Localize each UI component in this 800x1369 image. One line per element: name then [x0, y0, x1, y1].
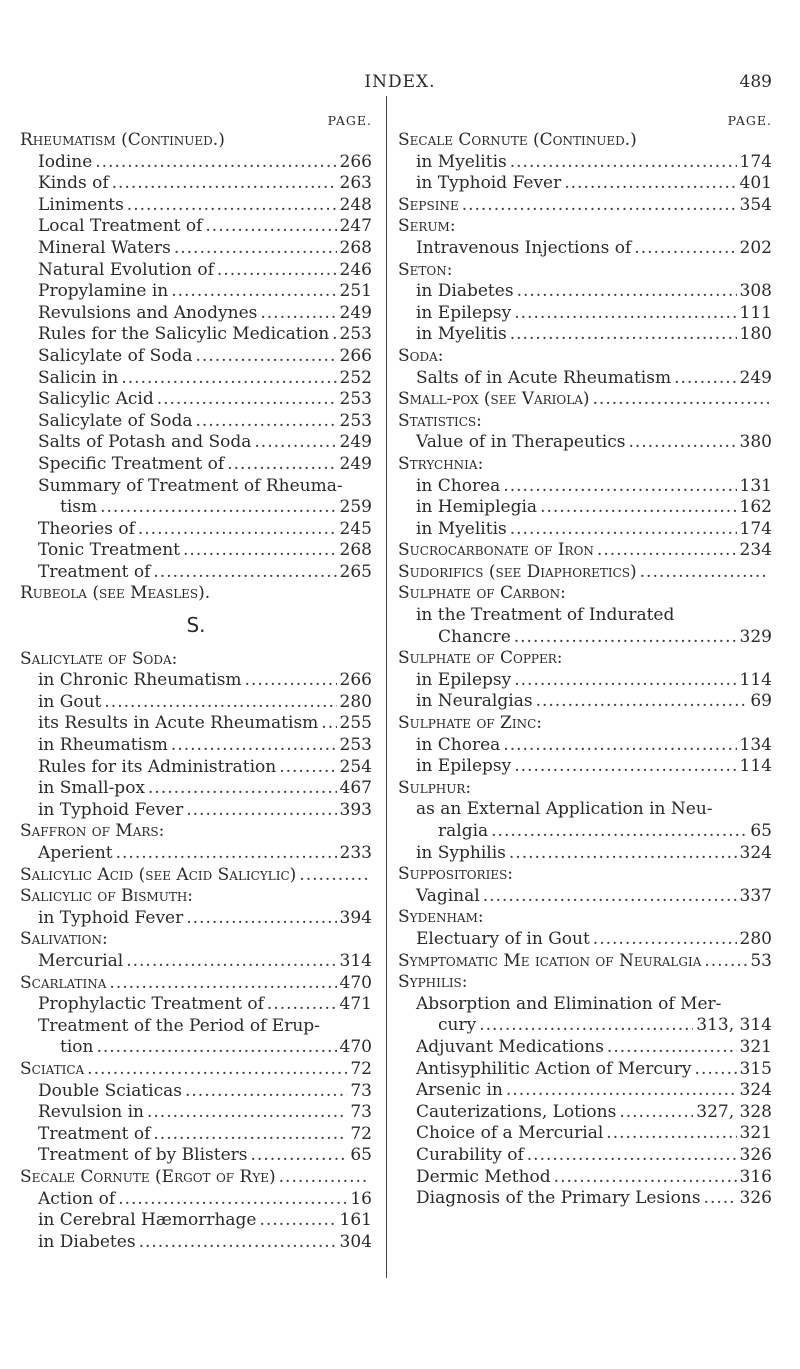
entry-page: 252 — [339, 367, 372, 388]
index-entry — [20, 1210, 372, 1232]
index-entry — [20, 389, 372, 411]
entry-label: Choice of a Mercurial — [416, 1123, 604, 1144]
entry-page: 259 — [339, 497, 372, 518]
index-entry — [398, 540, 772, 562]
section-letter: S. — [186, 613, 206, 638]
entry-label: in Hemiplegia — [416, 497, 538, 518]
entry-page: 69 — [750, 691, 772, 712]
entry-label: Adjuvant Medications — [416, 1036, 604, 1057]
index-entry — [20, 800, 372, 822]
entry-page: 161 — [339, 1210, 372, 1231]
entry-label: in Diabetes — [38, 1231, 136, 1252]
running-title: INDEX. — [364, 72, 436, 92]
index-heading: Rubeola (see Measles). — [20, 583, 211, 604]
index-entry — [20, 1059, 372, 1081]
index-entry-continued: Treatment of the Period of Erup- — [38, 1015, 320, 1036]
entry-label: Vaginal — [416, 885, 480, 906]
index-entry — [20, 497, 372, 519]
entry-label: Double Sciaticas — [38, 1080, 182, 1101]
entry-label: in Diabetes — [416, 281, 514, 302]
entry-page: 263 — [339, 173, 372, 194]
index-entry — [398, 238, 772, 260]
entry-label: in Chorea — [416, 475, 501, 496]
right-column — [398, 112, 772, 1210]
entry-page: 308 — [739, 281, 772, 302]
entry-page: 233 — [339, 843, 372, 863]
index-entry — [20, 1189, 372, 1211]
entry-label: Sucrocarbonate of Iron — [398, 540, 594, 561]
entry-page: 471 — [339, 994, 372, 1015]
entry-label: Aperient — [38, 843, 113, 863]
entry-label: Arsenic in — [416, 1080, 503, 1101]
entry-page: 266 — [339, 151, 372, 172]
entry-page: 72 — [350, 1123, 372, 1144]
index-heading: Salicylic of Bismuth: — [20, 886, 194, 907]
entry-page: 134 — [739, 734, 772, 755]
index-entry — [20, 692, 372, 714]
page-number: 489 — [739, 72, 772, 92]
entry-page: 268 — [339, 237, 372, 258]
index-entry — [398, 1080, 772, 1102]
index-entry — [398, 1123, 772, 1145]
entry-label: Treatment of by Blisters — [38, 1145, 248, 1166]
entry-label: Cauterizations, Lotions — [416, 1101, 617, 1122]
entry-label: in Gout — [38, 691, 102, 712]
index-entry — [20, 260, 372, 282]
entry-page: 324 — [739, 842, 772, 863]
entry-label: in Epilepsy — [416, 756, 512, 777]
entry-label: Salts of in Acute Rheumatism — [416, 367, 672, 388]
index-entry — [20, 1102, 372, 1124]
index-entry — [20, 994, 372, 1016]
entry-label: Antisyphilitic Action of Mercury — [416, 1058, 692, 1079]
index-heading: Syphilis: — [398, 972, 468, 993]
entry-page: 255 — [339, 713, 372, 734]
entry-page: 114 — [739, 756, 772, 777]
entry-page: 313, 314 — [696, 1015, 772, 1036]
entry-label: Tonic Treatment — [38, 540, 181, 561]
entry-label: Treatment of — [38, 1123, 151, 1144]
index-entry-continued: Absorption and Elimination of Mer- — [416, 993, 722, 1014]
index-entry — [20, 562, 372, 584]
entry-label: Sudorifics (see Diaphoretics) — [398, 561, 637, 582]
entry-page: 316 — [739, 1166, 772, 1187]
entry-page: 245 — [339, 518, 372, 539]
entry-page: 266 — [339, 670, 372, 691]
index-entry — [398, 951, 772, 973]
entry-label: in Rheumatism — [38, 735, 168, 756]
index-heading: Sydenham: — [398, 907, 484, 928]
entry-label: cury — [438, 1015, 477, 1036]
page-header — [0, 72, 800, 98]
entry-label: tion — [60, 1037, 94, 1058]
entry-label: tism — [60, 497, 98, 518]
index-entry — [20, 778, 372, 800]
entry-page: 73 — [350, 1080, 372, 1101]
index-entry — [20, 281, 372, 303]
entry-label: Dermic Method — [416, 1166, 551, 1187]
index-heading: Soda: — [398, 345, 444, 366]
index-entry — [398, 368, 772, 390]
entry-page: 315 — [739, 1058, 772, 1079]
index-entry — [398, 735, 772, 757]
index-entry — [20, 346, 372, 368]
entry-label: Rules for its Administration — [38, 756, 277, 777]
entry-page: 162 — [739, 497, 772, 518]
index-entry — [20, 1081, 372, 1103]
entry-page: 337 — [739, 885, 772, 906]
entry-page: 174 — [739, 151, 772, 172]
index-heading: Serum: — [398, 216, 456, 237]
index-entry-continued: as an External Application in Neu- — [416, 799, 713, 820]
entry-label: Mercurial — [38, 950, 124, 971]
index-entry — [20, 216, 372, 238]
entry-label: Sciatica — [20, 1058, 85, 1079]
index-entry — [398, 303, 772, 325]
index-entry — [20, 973, 372, 995]
index-entry — [398, 1037, 772, 1059]
entry-label: in Cerebral Hæmorrhage — [38, 1210, 257, 1231]
entry-page: 249 — [739, 367, 772, 388]
entry-label: Natural Evolution of — [38, 259, 214, 280]
index-heading: Rheumatism (Continued.) — [20, 130, 225, 150]
entry-label: Electuary of in Gout — [416, 928, 590, 949]
entry-page: 202 — [739, 237, 772, 258]
entry-page: 327, 328 — [696, 1101, 772, 1122]
entry-page: 72 — [350, 1058, 372, 1079]
entry-label: in Typhoid Fever — [38, 799, 184, 820]
entry-label: its Results in Acute Rheumatism — [38, 713, 319, 734]
index-heading: Salivation: — [20, 929, 108, 950]
index-heading: Strychnia: — [398, 453, 484, 474]
index-entry — [398, 432, 772, 454]
index-entry — [20, 173, 372, 195]
index-entry-continued: in the Treatment of Indurated — [416, 605, 675, 626]
entry-page: 246 — [339, 259, 372, 280]
entry-page: 324 — [739, 1080, 772, 1101]
index-heading: Seton: — [398, 259, 453, 280]
entry-page: 329 — [739, 626, 772, 647]
entry-page: 470 — [339, 1037, 372, 1058]
index-entry — [20, 540, 372, 562]
index-heading: Sulphate of Copper: — [398, 648, 563, 669]
entry-page: 321 — [739, 1036, 772, 1057]
entry-page: 253 — [339, 410, 372, 431]
entry-page: 180 — [739, 324, 772, 345]
entry-page: 314 — [339, 950, 372, 971]
index-entry — [20, 324, 372, 346]
entry-page: 253 — [339, 389, 372, 410]
index-entry — [20, 713, 372, 735]
index-entry — [398, 389, 772, 411]
entry-page: 467 — [339, 778, 372, 799]
index-entry — [398, 1188, 772, 1210]
entry-label: in Neuralgias — [416, 691, 533, 712]
entry-page: 401 — [739, 173, 772, 194]
index-heading: Saffron of Mars: — [20, 821, 165, 842]
index-entry — [20, 951, 372, 973]
page-column-label: PAGE. — [327, 113, 372, 128]
entry-label: Scarlatina — [20, 972, 107, 993]
entry-page: 254 — [339, 756, 372, 777]
entry-label: Secale Cornute (Ergot of Rye) — [20, 1166, 276, 1187]
index-entry — [20, 1124, 372, 1146]
entry-label: Curability of — [416, 1144, 524, 1165]
index-entry — [20, 303, 372, 325]
entry-label: in Small-pox — [38, 778, 146, 799]
entry-page: 234 — [739, 540, 772, 561]
entry-label: Salicylic Acid (see Acid Salicylic) — [20, 864, 297, 885]
entry-page: 16 — [350, 1188, 372, 1209]
entry-page: 251 — [339, 281, 372, 302]
entry-page: 470 — [339, 972, 372, 993]
index-entry — [398, 886, 772, 908]
index-heading: Statistics: — [398, 410, 482, 431]
entry-label: Salicin in — [38, 367, 119, 388]
index-heading: Salicylate of Soda: — [20, 648, 178, 669]
index-entry — [20, 670, 372, 692]
entry-page: 393 — [339, 799, 372, 820]
entry-label: Revulsions and Anodynes — [38, 302, 258, 323]
index-entry — [20, 238, 372, 260]
index-heading: Sulphate of Zinc: — [398, 713, 542, 734]
index-entry — [20, 411, 372, 433]
entry-page: 280 — [739, 928, 772, 949]
entry-label: Treatment of — [38, 561, 151, 582]
index-entry — [398, 497, 772, 519]
index-heading: Suppositories: — [398, 864, 514, 885]
entry-page: 354 — [739, 194, 772, 215]
entry-label: Prophylactic Treatment of — [38, 994, 264, 1015]
entry-label: Theories of — [38, 518, 135, 539]
entry-label: in Epilepsy — [416, 669, 512, 690]
entry-page: 73 — [350, 1102, 372, 1123]
index-entry — [20, 519, 372, 541]
index-entry — [398, 1145, 772, 1167]
entry-label: Sepsine — [398, 194, 459, 215]
index-heading: Sulphur: — [398, 777, 472, 798]
entry-label: in Syphilis — [416, 842, 506, 863]
index-entry — [20, 735, 372, 757]
index-heading: Sulphate of Carbon: — [398, 583, 566, 604]
entry-label: Iodine — [38, 151, 93, 172]
entry-page: 249 — [339, 432, 372, 453]
index-entry — [20, 368, 372, 390]
entry-page: 321 — [739, 1123, 772, 1144]
entry-page: 380 — [739, 432, 772, 453]
entry-page: 326 — [739, 1144, 772, 1165]
index-entry — [398, 1015, 772, 1037]
index-entry — [20, 908, 372, 930]
entry-page: 65 — [350, 1145, 372, 1166]
entry-label: in Chronic Rheumatism — [38, 670, 242, 691]
entry-label: in Chorea — [416, 734, 501, 755]
index-entry — [20, 843, 372, 865]
entry-label: Liniments — [38, 194, 124, 215]
column-divider — [386, 96, 387, 1278]
entry-page: 280 — [339, 691, 372, 712]
index-entry — [398, 324, 772, 346]
index-heading: Secale Cornute (Continued.) — [398, 130, 637, 150]
entry-label: in Epilepsy — [416, 302, 512, 323]
index-entry — [20, 195, 372, 217]
entry-page: 394 — [339, 907, 372, 928]
entry-label: in Typhoid Fever — [416, 173, 562, 194]
index-entry — [398, 152, 772, 174]
entry-label: Rules for the Salicylic Medication — [38, 324, 330, 345]
entry-page: 174 — [739, 518, 772, 539]
entry-label: Salts of Potash and Soda — [38, 432, 252, 453]
entry-label: Kinds of — [38, 173, 109, 194]
entry-page: 304 — [339, 1231, 372, 1252]
entry-label: Salicylate of Soda — [38, 410, 193, 431]
index-entry — [20, 1145, 372, 1167]
entry-label: in Typhoid Fever — [38, 907, 184, 928]
entry-page: 247 — [339, 216, 372, 237]
index-entry — [398, 173, 772, 195]
index-entry — [20, 1232, 372, 1254]
entry-page: 131 — [739, 475, 772, 496]
index-entry — [20, 432, 372, 454]
entry-label: Salicylate of Soda — [38, 345, 193, 366]
entry-label: Specific Treatment of — [38, 453, 225, 474]
entry-label: Small-pox (see Variola) — [398, 389, 590, 410]
index-entry — [398, 1102, 772, 1124]
index-entry — [398, 519, 772, 541]
index-entry — [398, 1167, 772, 1189]
entry-label: Intravenous Injections of — [416, 237, 632, 258]
entry-page: 249 — [339, 453, 372, 474]
index-entry — [398, 756, 772, 778]
entry-label: in Myelitis — [416, 518, 507, 539]
index-entry — [398, 562, 772, 584]
entry-label: Local Treatment of — [38, 216, 203, 237]
index-entry — [20, 1037, 372, 1059]
entry-label: in Myelitis — [416, 151, 507, 172]
entry-page: 111 — [739, 302, 772, 323]
entry-label: Mineral Waters — [38, 237, 171, 258]
index-entry — [20, 152, 372, 174]
left-column — [20, 112, 372, 1253]
index-entry — [398, 843, 772, 865]
index-entry — [398, 1059, 772, 1081]
entry-page: 65 — [750, 821, 772, 841]
entry-label: ralgia — [438, 821, 489, 841]
entry-label: Value of in Therapeutics — [416, 432, 626, 453]
index-entry — [20, 757, 372, 779]
index-entry — [398, 476, 772, 498]
page-column-label: PAGE. — [727, 113, 772, 128]
entry-page: 249 — [339, 302, 372, 323]
index-entry — [398, 670, 772, 692]
index-entry — [20, 1167, 372, 1189]
entry-page: 268 — [339, 540, 372, 561]
index-entry — [398, 195, 772, 217]
index-entry — [20, 865, 372, 887]
index-entry — [398, 929, 772, 951]
entry-page: 265 — [339, 561, 372, 582]
entry-label: Action of — [38, 1188, 116, 1209]
index-entry — [20, 454, 372, 476]
entry-label: Revulsion in — [38, 1102, 144, 1123]
entry-page: 53 — [750, 950, 772, 971]
entry-label: Symptomatic Me ication of Neuralgia — [398, 950, 702, 971]
entry-page: 253 — [339, 324, 372, 345]
entry-label: in Myelitis — [416, 324, 507, 345]
entry-page: 248 — [339, 194, 372, 215]
index-entry — [398, 821, 772, 843]
entry-page: 266 — [339, 345, 372, 366]
index-entry — [398, 691, 772, 713]
entry-label: Salicylic Acid — [38, 389, 154, 410]
entry-label: Propylamine in — [38, 281, 169, 302]
index-entry-continued: Summary of Treatment of Rheuma- — [38, 475, 343, 496]
entry-page: 114 — [739, 669, 772, 690]
entry-label: Chancre — [438, 626, 511, 647]
entry-label: Diagnosis of the Primary Lesions — [416, 1188, 701, 1209]
index-entry — [398, 627, 772, 649]
index-entry — [398, 281, 772, 303]
entry-page: 326 — [739, 1188, 772, 1209]
entry-page: 253 — [339, 735, 372, 756]
